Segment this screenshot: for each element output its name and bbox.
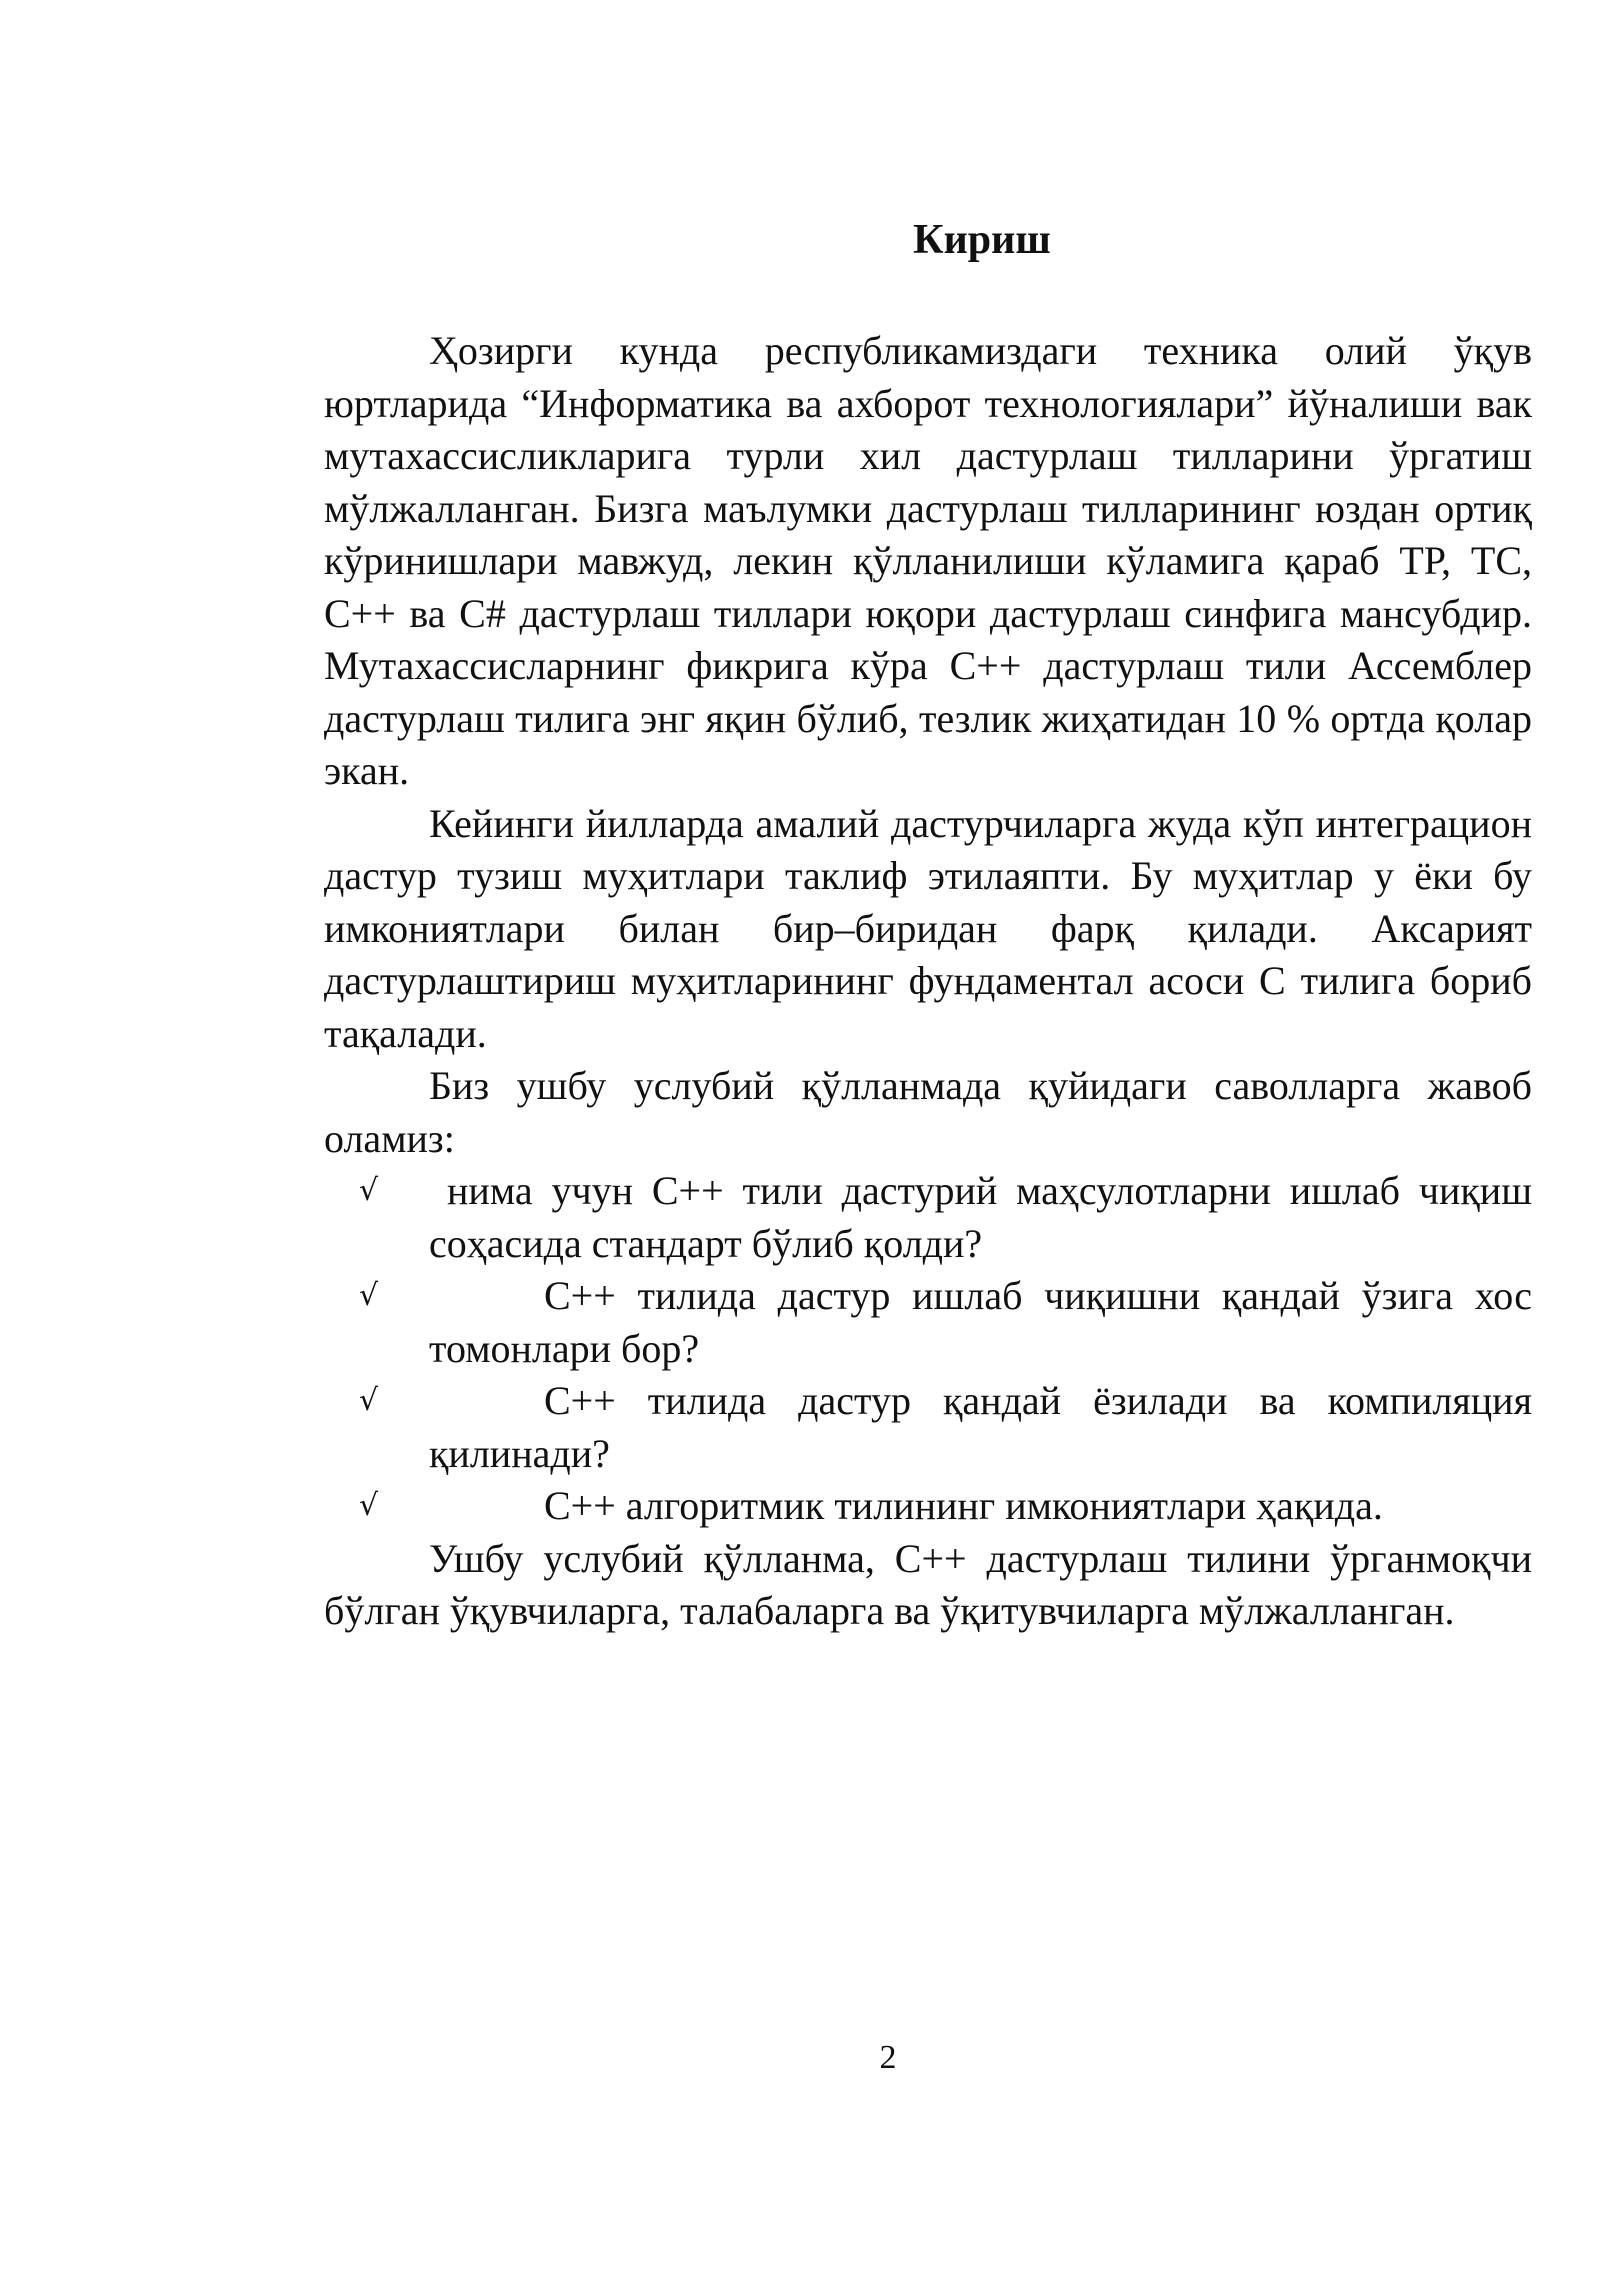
paragraph-environments: Кейинги йилларда амалий дастурчиларга жуда кўп интеграцион дастур тузиш муҳитлари таклиф этилаяпти. Бу муҳитлар у ёки бу имкониятлари билан бир–биридан фарқ қилади. Аксарият дастурлаштириш муҳитларининг фундаментал асоси С тилига бориб тақалади. [324, 800, 1532, 1056]
list-item-text: С++ тилида дастур қандай ёзилади ва компиляция қилинади? [429, 1378, 1532, 1476]
checkmark-icon: √ [359, 1278, 379, 1313]
checkmark-icon: √ [359, 1173, 379, 1208]
checkmark-icon: √ [359, 1488, 379, 1523]
page-title: Кириш [913, 217, 1051, 263]
list-item [324, 1165, 1532, 1270]
list-item-text: С++ тилида дастур ишлаб чиқишни қандай ўзига хос томонлари бор? [429, 1273, 1532, 1371]
list-item [324, 1375, 1532, 1480]
page-number: 2 [879, 2039, 897, 2076]
list-item [324, 1480, 1532, 1533]
paragraph-questions-lead: Биз ушбу услубий қўлланмада қуйидаги саволларга жавоб оламиз: [324, 1063, 1532, 1161]
list-item [324, 1270, 1532, 1375]
checkmark-icon: √ [359, 1383, 379, 1418]
paragraph-closing: Ушбу услубий қўлланма, С++ дастурлаш тилини ўрганмоқчи бўлган ўқувчиларга, талабаларга ва ўқитувчиларга мўлжалланган. [324, 1535, 1532, 1633]
list-item-text: С++ алгоритмик тилининг имкониятлари ҳақида. [544, 1483, 1383, 1528]
list-item-text: нима учун С++ тили дастурий маҳсулотларни ишлаб чиқиш соҳасида стандарт бўлиб қолди? [429, 1168, 1532, 1266]
questions-list [324, 1165, 1532, 1533]
document-body [324, 325, 1532, 1638]
paragraph-intro: Ҳозирги кунда республикамиздаги техника олий ўқув юртларида “Информатика ва ахборот технологиялари” йўналиши вак мутахассисликларига турли хил дастурлаш тилларини ўргатиш мўлжалланган. Бизга маълумки дастурлаш тилларининг юздан ортиқ кўринишлари мавжуд, лекин қўлланилиши кўламига қараб ТР, ТС, С++ ва С# дастурлаш тиллари юқори дастурлаш синфига мансубдир. Мутахассисларнинг фикрига кўра С++ дастурлаш тили Ассемблер дастурлаш тилига энг яқин бўлиб, тезлик жиҳатидан 10 % ортда қолар экан. [324, 328, 1532, 793]
